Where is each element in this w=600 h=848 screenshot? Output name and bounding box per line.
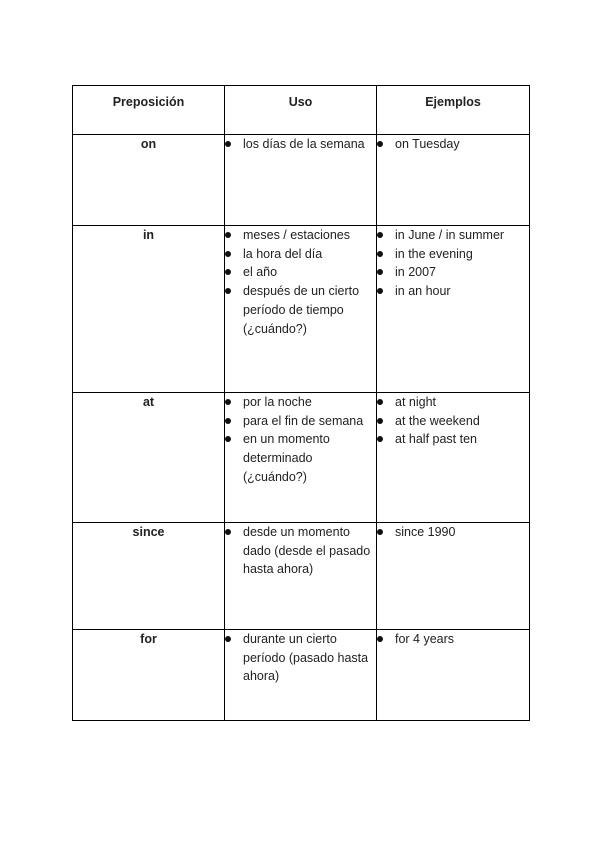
header-row: [73, 86, 530, 135]
table-row-in: [73, 226, 530, 393]
list-item: in June / in summer: [377, 226, 529, 245]
list-item: los días de la semana: [225, 135, 376, 154]
table-row-since: [73, 523, 530, 630]
list-item: since 1990: [377, 523, 529, 542]
list-item: on Tuesday: [377, 135, 529, 154]
ejemplos-cell: [377, 226, 530, 393]
uso-cell: [225, 135, 377, 226]
preposition-cell: since: [73, 523, 225, 630]
ejemplos-cell: [377, 135, 530, 226]
preposition-cell: at: [73, 393, 225, 523]
ejemplos-cell: [377, 393, 530, 523]
list-item: la hora del día: [225, 245, 376, 264]
preposition-cell: on: [73, 135, 225, 226]
list-item: el año: [225, 263, 376, 282]
list-item: for 4 years: [377, 630, 529, 649]
ejemplos-list: [377, 523, 529, 542]
ejemplos-cell: [377, 523, 530, 630]
uso-cell: [225, 226, 377, 393]
list-item: at half past ten: [377, 430, 529, 449]
uso-cell: [225, 630, 377, 721]
list-item: meses / estaciones: [225, 226, 376, 245]
header-ejemplos: Ejemplos: [377, 86, 530, 135]
list-item: in the evening: [377, 245, 529, 264]
ejemplos-list: [377, 630, 529, 649]
table-row-on: [73, 135, 530, 226]
table-row-for: [73, 630, 530, 721]
uso-cell: [225, 523, 377, 630]
list-item: at night: [377, 393, 529, 412]
list-item: in an hour: [377, 282, 529, 301]
list-item: desde un momento dado (desde el pasado hasta ahora): [225, 523, 376, 579]
uso-list: [225, 135, 376, 154]
header-preposicion: Preposición: [73, 86, 225, 135]
list-item: por la noche: [225, 393, 376, 412]
list-item: para el fin de semana: [225, 412, 376, 431]
list-item: durante un cierto período (pasado hasta ahora): [225, 630, 376, 686]
table-row-at: [73, 393, 530, 523]
preposition-cell: for: [73, 630, 225, 721]
uso-cell: [225, 393, 377, 523]
ejemplos-list: [377, 135, 529, 154]
list-item: en un momento determinado (¿cuándo?): [225, 430, 376, 486]
ejemplos-cell: [377, 630, 530, 721]
header-uso: Uso: [225, 86, 377, 135]
list-item: in 2007: [377, 263, 529, 282]
prepositions-table: [72, 85, 530, 721]
ejemplos-list: [377, 393, 529, 449]
uso-list: [225, 393, 376, 487]
uso-list: [225, 630, 376, 686]
uso-list: [225, 523, 376, 579]
preposition-cell: in: [73, 226, 225, 393]
uso-list: [225, 226, 376, 338]
list-item: después de un cierto período de tiempo (¿cuándo?): [225, 282, 376, 338]
list-item: at the weekend: [377, 412, 529, 431]
ejemplos-list: [377, 226, 529, 301]
